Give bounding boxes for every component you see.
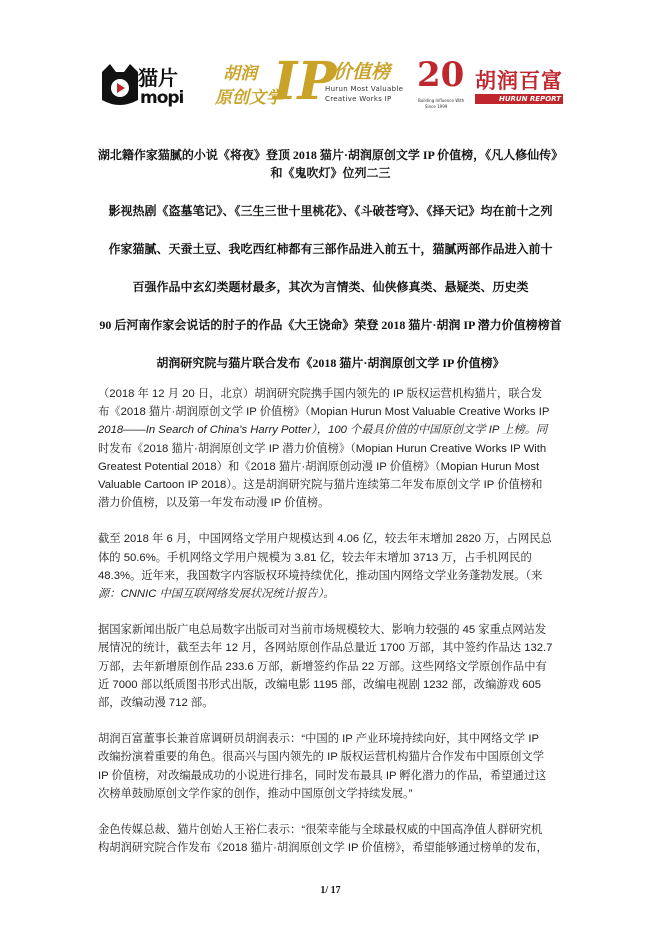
- ip-logo-hurun: 胡润: [223, 64, 257, 84]
- text-line: 2018——In Search of China's Harry Potter），100 个最具价值的中国原创文学 IP 上榜。同: [98, 424, 548, 437]
- headline: 90 后河南作家会说话的肘子的作品《大王饶命》荣登 2018 猫片·胡润 IP 潜力价值榜榜首: [99, 318, 562, 332]
- hurun-report-logo: [475, 65, 570, 109]
- text-line: 构胡润研究院合作发布《2018 猫片·胡润原创文学 IP 价值榜》，希望能够通过榜单的发布，: [98, 842, 548, 855]
- hurun-en-name: HURUN REPORT: [475, 94, 563, 104]
- anniversary-caption: Building Influence With: [418, 98, 465, 103]
- headline: 百强作品中玄幻类题材最多，其次为言情类、仙侠修真类、悬疑类、历史类: [132, 280, 529, 294]
- text-line: 万部，去年新增原创作品 233.6 万部，新增签约作品 22 万部。这些网络文学原创作品中有: [98, 660, 547, 673]
- mopi-cn-name: 猫片: [138, 66, 178, 90]
- text-line: 次榜单鼓励原创文学作家的创作，推动中国原创文学持续发展。”: [98, 787, 413, 800]
- text-line: 截至 2018 年 6 月，中国网络文学用户规模达到 4.06 亿，较去年末增加 2820 万，占网民总: [98, 533, 552, 546]
- text-line: 胡润百富董事长兼首席调研员胡润表示：“中国的 IP 产业环境持续向好，其中网络文学 IP: [98, 733, 540, 746]
- text-line: 48.3%。近年来，我国数字内容版权环境持续优化，推动国内网络文学业务蓬勃发展。（来: [98, 569, 543, 582]
- anniversary-number: 20: [417, 55, 465, 95]
- paragraph-intro: [98, 385, 564, 512]
- ip-logo-value: 价值榜: [333, 61, 391, 83]
- ip-logo-ip: IP: [273, 51, 337, 112]
- headline-block: [60, 146, 601, 372]
- anniversary-since: Since 1999: [425, 104, 448, 109]
- headline: 湖北籍作家猫腻的小说《将夜》登顶 2018 猫片·胡润原创文学 IP 价值榜，《凡人修仙传》: [97, 148, 564, 162]
- text-line: 潜力价值榜，以及第一年发布动漫 IP 价值榜。: [98, 497, 330, 510]
- text-line: （2018 年 12 月 20 日，北京）胡润研究院携手国内领先的 IP 版权运营机构猫片，联合发: [98, 388, 543, 400]
- text-line: IP 价值榜，对改编最成功的小说进行排名，同时发布最具 IP 孵化潜力的作品，希望通过这: [98, 769, 547, 782]
- paragraph-users: [98, 530, 564, 603]
- ip-logo-en1: Hurun Most Valuable: [325, 85, 404, 93]
- article-body: [98, 385, 564, 857]
- text-line: 据国家新闻出版广电总局数字出版司对当前市场规模较大、影响力较强的 45 家重点网站发: [98, 624, 547, 637]
- ip-value-list-logo: [215, 51, 410, 112]
- anniversary-logo: [415, 55, 463, 113]
- paragraph-wang-quote: [98, 821, 564, 857]
- page-number: 1/ 17: [320, 885, 341, 896]
- text-line: 布《2018 猫片·胡润原创文学 IP 价值榜》（Mopian Hurun Most Valuable Creative Works IP: [98, 406, 550, 419]
- paragraph-statistics: [98, 621, 564, 712]
- ip-logo-original: 原创文学: [215, 88, 283, 108]
- text-line: Greatest Potential 2018）和《2018 猫片·胡润原创动漫 IP 价值榜》（Mopian Hurun Most: [98, 460, 540, 473]
- text-line: Valuable Cartoon IP 2018）。这是胡润研究院与猫片连续第二年发布原创文学 IP 价值榜和: [98, 479, 543, 492]
- cat-icon: [100, 62, 140, 108]
- text-line: 体的 50.6%。手机网络文学用户规模为 3.81 亿，较去年末增加 3713 万，占手机网民的: [98, 551, 532, 564]
- text-line: 金色传媒总裁、猫片创始人王裕仁表示：“很荣幸能与全球最权威的中国高净值人群研究机: [98, 824, 543, 837]
- headline: 作家猫腻、天蚕土豆、我吃西红柿都有三部作品进入前五十，猫腻两部作品进入前十: [108, 242, 553, 256]
- ip-logo-en2: Creative Works IP: [325, 95, 392, 103]
- text-line: 展情况的统计，截至去年 12 月，各网站原创作品总量近 1700 万部，其中签约作品达 132.7: [98, 642, 553, 655]
- logo-banner: [95, 51, 570, 115]
- text-line: 部，改编动漫 712 部。: [98, 697, 214, 710]
- mopi-en-name: mopi: [140, 88, 184, 108]
- text-line: 近 7000 部以纸质图书形式出版，改编电影 1195 部，改编电视剧 1232 部，改编游戏 605: [98, 678, 541, 691]
- paragraph-hurun-quote: [98, 730, 564, 803]
- text-line: 改编扮演着重要的角色。很高兴与国内领先的 IP 版权运营机构猫片合作发布中国原创文学: [98, 751, 545, 764]
- headline: 胡润研究院与猫片联合发布《2018 猫片·胡润原创文学 IP 价值榜》: [156, 356, 505, 370]
- mopi-logo: [100, 60, 192, 112]
- hurun-cn-name: 胡润百富: [475, 69, 563, 93]
- headline: 和《鬼吹灯》位列二三: [270, 166, 391, 180]
- text-line: 时发布《2018 猫片·胡润原创文学 IP 潜力价值榜》（Mopian Hurun Creative Works IP With: [98, 442, 547, 455]
- headline: 影视热剧《盗墓笔记》、《三生三世十里桃花》、《斗破苍穹》、《择天记》均在前十之列: [108, 204, 553, 218]
- text-line: 源：CNNIC 中国互联网络发展状况统计报告）。: [98, 588, 335, 601]
